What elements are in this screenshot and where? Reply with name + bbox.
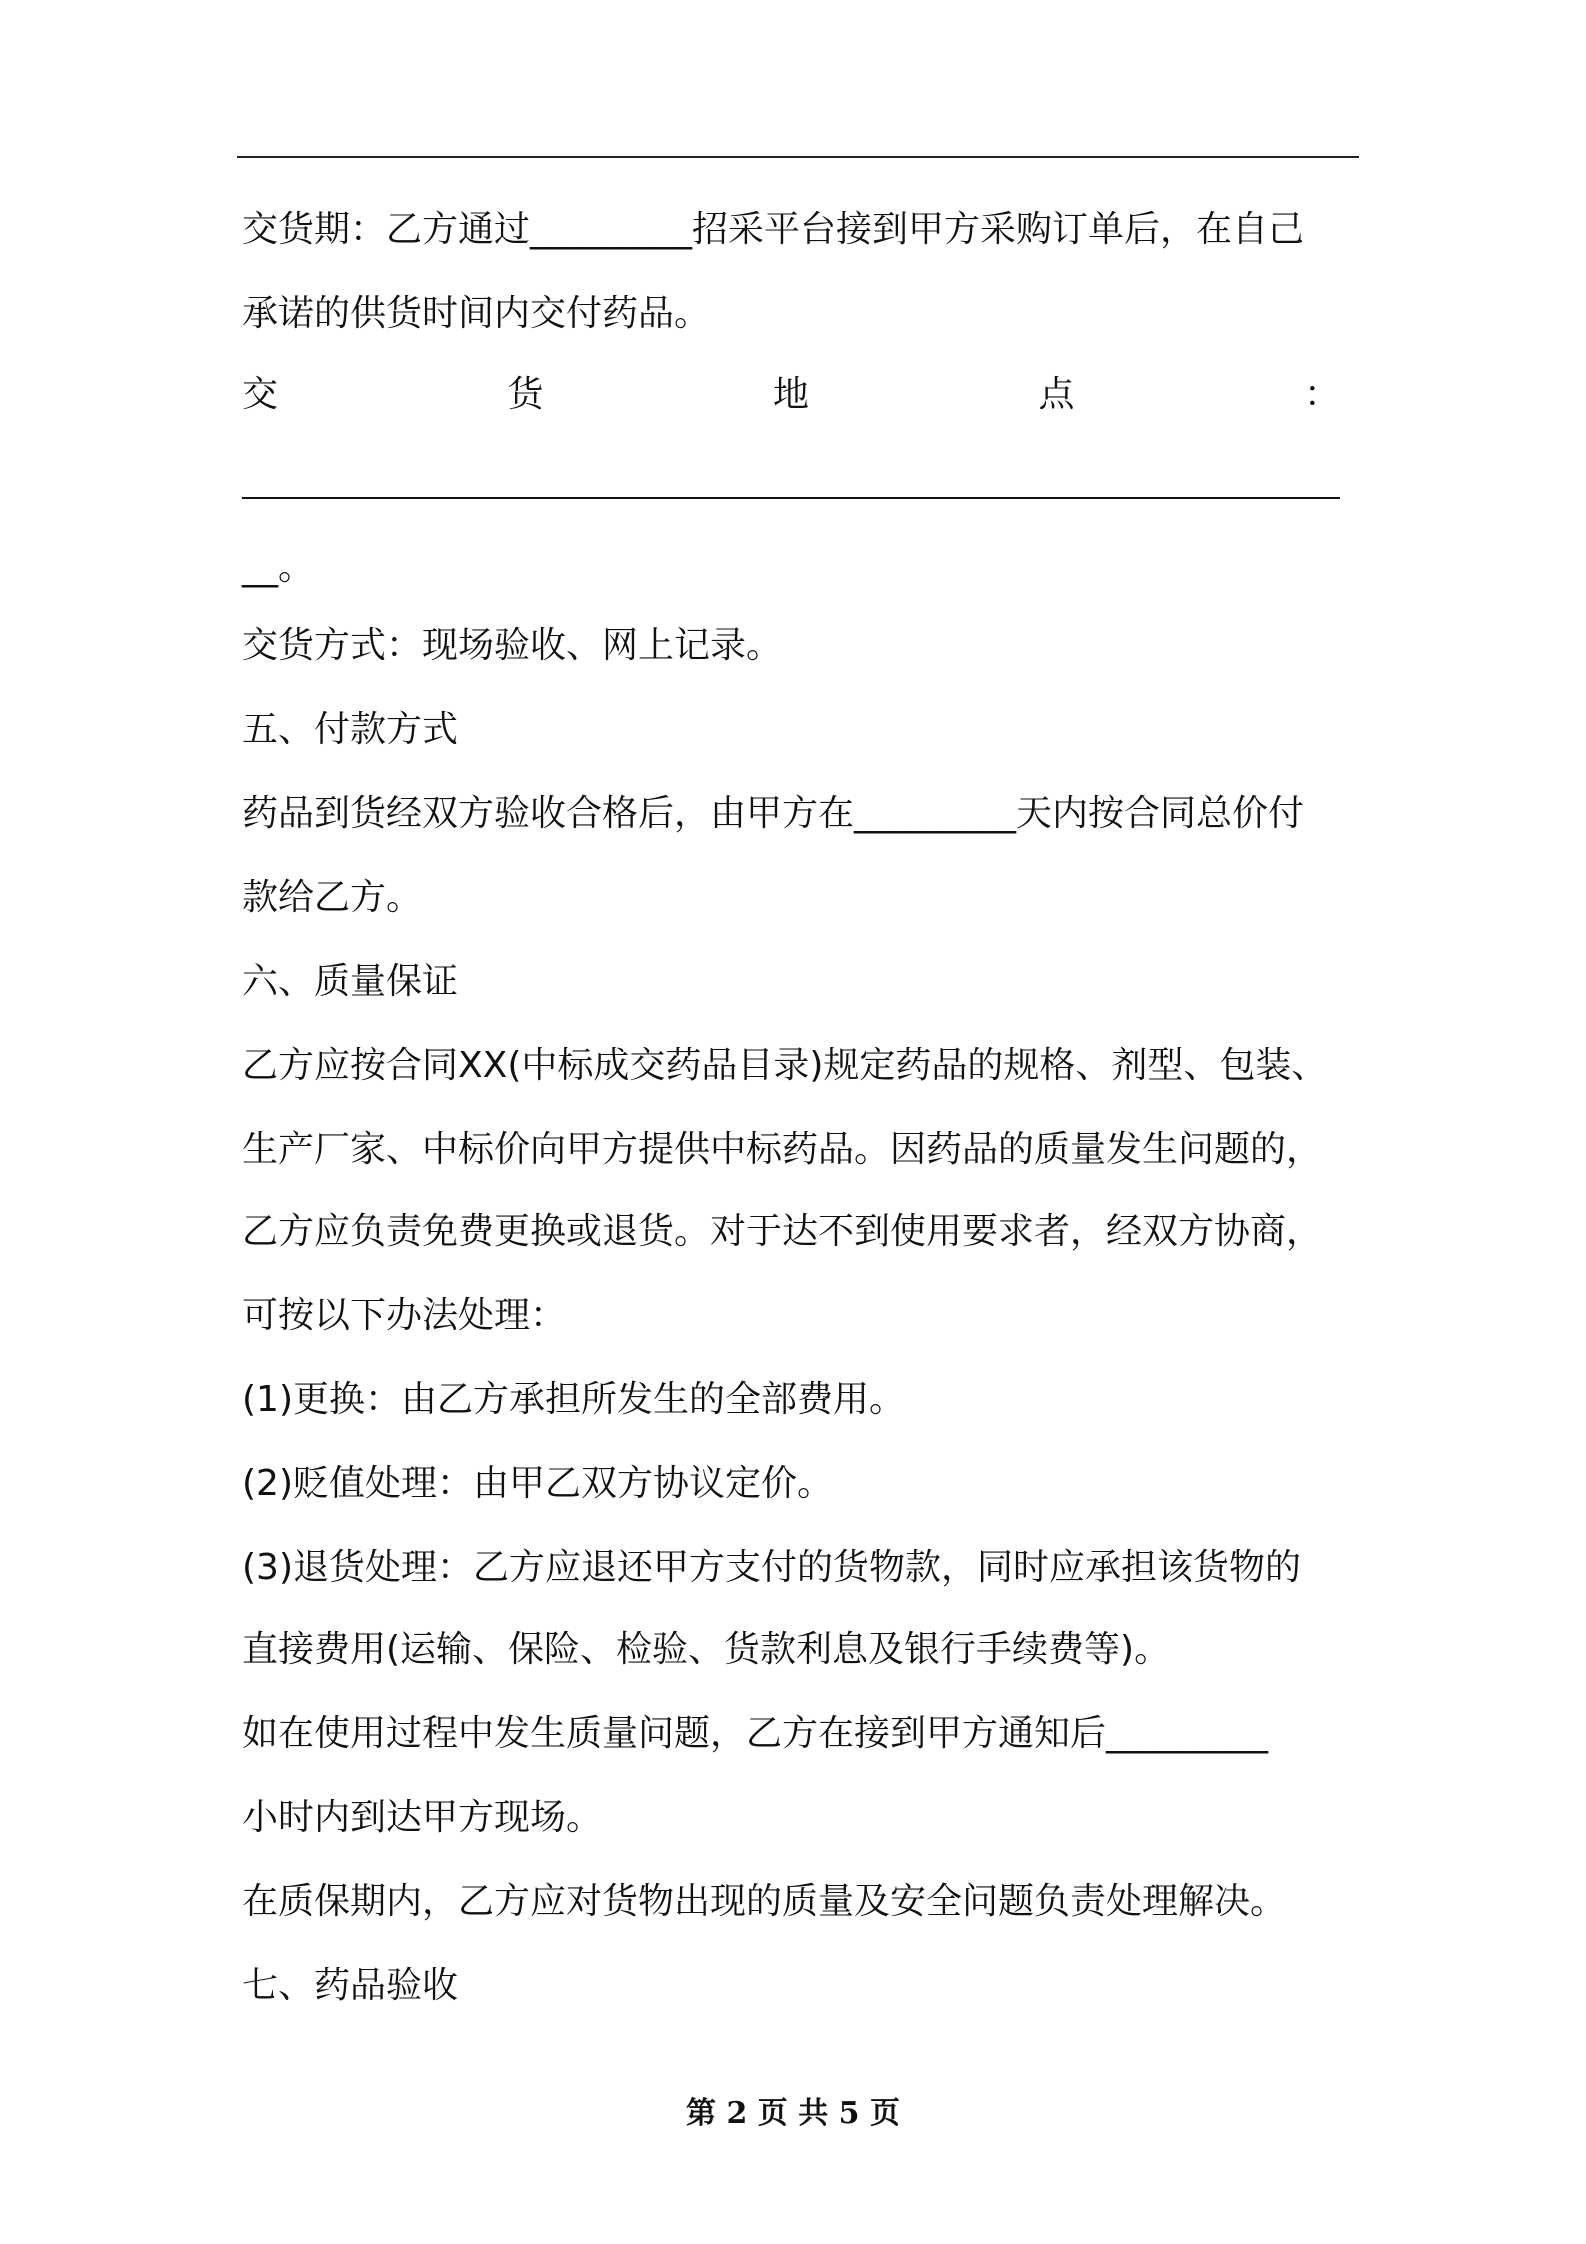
delivery-period-line-2: 承诺的供货时间内交付药品。	[242, 293, 711, 334]
delivery-place-char: 货	[507, 374, 544, 415]
page-number-footer: 第 2 页 共 5 页	[686, 2096, 900, 2131]
section-6-heading: 六、质量保证	[242, 961, 459, 1002]
handling-item-1: (1)更换：由乙方承担所发生的全部费用。	[242, 1379, 905, 1420]
onsite-line-1: 如在使用过程中发生质量问题，乙方在接到甲方通知后_________	[242, 1713, 1269, 1754]
delivery-place-char: 地	[772, 374, 809, 415]
header-rule	[237, 156, 1359, 158]
delivery-place-end: __。	[242, 547, 315, 588]
delivery-place-char: ：	[1303, 374, 1340, 415]
handling-item-2: (2)贬值处理：由甲乙双方协议定价。	[242, 1463, 833, 1504]
onsite-line-2: 小时内到达甲方现场。	[242, 1797, 603, 1838]
delivery-place-label	[242, 369, 1340, 421]
payment-line-1: 药品到货经双方验收合格后，由甲方在_________天内按合同总价付	[242, 793, 1305, 834]
delivery-place-char: 点	[1038, 374, 1075, 415]
delivery-method-line: 交货方式：现场验收、网上记录。	[242, 625, 783, 666]
section-5-heading: 五、付款方式	[242, 709, 459, 750]
handling-item-3-line-1: (3)退货处理：乙方应退还甲方支付的货物款，同时应承担该货物的	[242, 1547, 1301, 1588]
handling-item-3-line-2: 直接费用(运输、保险、检验、货款利息及银行手续费等)。	[242, 1629, 1171, 1670]
section-7-heading: 七、药品验收	[242, 1965, 459, 2006]
delivery-place-blank	[242, 497, 1340, 499]
delivery-period-line-1: 交货期：乙方通过_________招采平台接到甲方采购订单后，在自己	[242, 209, 1305, 250]
delivery-place-char: 交	[242, 374, 279, 415]
quality-line-1: 乙方应按合同XX(中标成交药品目录)规定药品的规格、剂型、包装、	[242, 1045, 1328, 1086]
warranty-line: 在质保期内，乙方应对货物出现的质量及安全问题负责处理解决。	[242, 1881, 1287, 1922]
quality-line-4: 可按以下办法处理：	[242, 1295, 567, 1336]
payment-line-2: 款给乙方。	[242, 877, 423, 918]
quality-line-3: 乙方应负责免费更换或退货。对于达不到使用要求者，经双方协商，	[242, 1211, 1323, 1252]
quality-line-2: 生产厂家、中标价向甲方提供中标药品。因药品的质量发生问题的，	[242, 1129, 1323, 1170]
